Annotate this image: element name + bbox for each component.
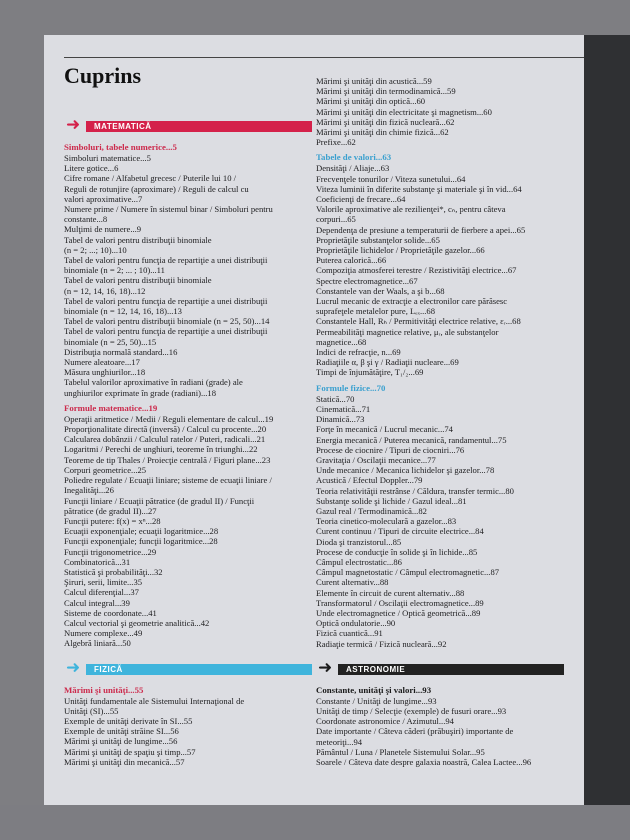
toc-entry: Funcţii exponenţiale; funcţii logaritmice...28 <box>64 536 218 547</box>
top-rule <box>64 57 584 58</box>
toc-entry: Permeabilităţi magnetice relative, μᵣ, ale substanţelor <box>316 326 499 337</box>
toc-entry: Sisteme de coordonate...41 <box>64 607 157 618</box>
toc-entry: Tabelul valorilor aproximative în radiani (grade) ale <box>64 377 243 388</box>
toc-entry: Radiaţie termică / Fizică nucleară...92 <box>316 638 447 649</box>
toc-entry: Dependenţa de presiune a temperaturii de fierbere a apei...65 <box>316 224 526 235</box>
toc-entry: binomiale (n = 12, 14, 16, 18)...13 <box>64 306 182 317</box>
toc-entry: Proprietăţile lichidelor / Proprietăţile gazelor...66 <box>316 245 485 256</box>
toc-entry: Statistică şi probabilităţi...32 <box>64 566 163 577</box>
section-heading: Mărimi şi unităţi...55 <box>64 684 144 695</box>
entry-list <box>316 163 564 377</box>
toc-entry: Compoziţia atmosferei terestre / Rezistivităţi electrice...67 <box>316 265 517 276</box>
toc-entry: Tabel de valori pentru distribuţii binomiale <box>64 234 212 245</box>
toc-entry: Proprietăţile substanţelor solide...65 <box>316 234 440 245</box>
toc-entry: Funcţii trigonometrice...29 <box>64 546 157 557</box>
toc-entry: Funcţii putere: f(x) = xⁿ...28 <box>64 515 161 526</box>
toc-entry: Exemple de unităţi derivate în SI...55 <box>64 715 193 726</box>
toc-entry: Unităţi (SI)...55 <box>64 705 119 716</box>
toc-entry: Măsura unghiurilor...18 <box>64 367 146 378</box>
toc-entry: Constante / Unităţi de lungime...93 <box>316 695 437 706</box>
toc-entry: meteoriţi...94 <box>316 736 363 747</box>
toc-entry: corpuri...65 <box>316 214 356 225</box>
toc-entry: Pământul / Luna / Planetele Sistemului Solar...95 <box>316 746 485 757</box>
entry-list <box>64 414 312 649</box>
toc-entry: (n = 12, 14, 16, 18)...12 <box>64 285 146 296</box>
entry-list <box>64 153 312 398</box>
toc-entry: Forţe în mecanică / Lucrul mecanic...74 <box>316 424 453 435</box>
toc-entry: Frecvenţele tonurilor / Viteza sunetului...64 <box>316 173 466 184</box>
toc-entry: binomiale (n = 25, 50)...15 <box>64 336 157 347</box>
toc-entry: Algebră liniară...50 <box>64 638 131 649</box>
toc-entry: Mărimi şi unităţi din acustică...59 <box>316 76 432 86</box>
toc-entry: Câmpul magnetostatic / Câmpul electromagnetic...87 <box>316 567 500 578</box>
toc-entry: Mărimi şi unităţi din mecanică...57 <box>64 756 185 767</box>
entry-list <box>64 696 312 767</box>
toc-entry: Ecuaţii exponenţiale; ecuaţii logaritmice...28 <box>64 526 219 537</box>
toc-entry: Date importante / Câteva căderi (prăbuşiri) importante de <box>316 726 514 737</box>
toc-entry: Teoreme de tip Thales / Proiecţie centrală / Figuri plane...23 <box>64 454 271 465</box>
toc-entry: Dioda şi tranzistorul...85 <box>316 536 402 547</box>
toc-entry: Câmpul electrostatic...86 <box>316 556 402 567</box>
physics-section-label: FIZICĂ <box>86 664 312 675</box>
toc-entry: Mărimi şi unităţi din fizică nucleară...62 <box>316 116 455 127</box>
toc-entry: Constantele Hall, Rₕ / Permitivităţi electrice relative, εᵣ...68 <box>316 316 521 327</box>
toc-entry: Şiruri, serii, limite...35 <box>64 577 143 588</box>
right-column <box>316 76 564 767</box>
physics-section-band <box>64 657 312 678</box>
toc-entry: Timpi de înjumătăţire, T₁/₂...69 <box>316 367 424 378</box>
toc-entry: Mărimi şi unităţi de spaţiu şi timp...57 <box>64 746 196 757</box>
toc-entry: Exemple de unităţi străine SI...56 <box>64 726 179 737</box>
toc-entry: Coeficienţi de frecare...64 <box>316 194 406 205</box>
toc-entry: Mărimi şi unităţi din optică...60 <box>316 96 426 107</box>
toc-entry: Reguli de rotunjire (aproximare) / Reguli de calcul cu <box>64 183 249 194</box>
toc-entry: Indici de refracţie, n...69 <box>316 347 401 358</box>
toc-entry: Litere gotice...6 <box>64 163 119 174</box>
toc-entry: Lucrul mecanic de extracţie a electronilor care părăsesc <box>316 296 508 307</box>
entry-list <box>316 394 564 649</box>
astronomy-section-label: ASTRONOMIE <box>338 664 564 675</box>
toc-entry: Mărimi şi unităţi de lungime...56 <box>64 736 178 747</box>
section-heading: Simboluri, tabele numerice...5 <box>64 142 177 152</box>
toc-entry: unghiurilor exprimate în grade (radiani)...18 <box>64 387 217 398</box>
toc-entry: Inegalităţi...26 <box>64 485 114 496</box>
book-page <box>44 35 584 805</box>
toc-entry: suprafeţele metalelor pure, Lₑₓ...68 <box>316 306 435 317</box>
entry-list <box>316 696 564 767</box>
toc-entry: Gazul real / Termodinamică...82 <box>316 505 427 516</box>
toc-entry: Mărimi şi unităţi din chimie fizică...62 <box>316 127 449 138</box>
toc-entry: Corpuri geometrice...25 <box>64 464 147 475</box>
arrow-right-icon: ➜ <box>66 657 81 678</box>
toc-entry: Distribuţia normală standard...16 <box>64 346 178 357</box>
toc-entry: Curent alternativ...88 <box>316 577 389 588</box>
toc-entry: Teoria relativităţii restrânse / Căldura, transfer termic...80 <box>316 485 514 496</box>
toc-entry: Curent continuu / Tipuri de circuite electrice...84 <box>316 526 484 537</box>
toc-entry: Tabel de valori pentru funcţia de repartiţie a unei distribuţii <box>64 326 268 337</box>
toc-entry: Transformatorul / Oscilaţii electromagnetice...89 <box>316 597 484 608</box>
toc-entry: Procese de ciocnire / Tipuri de ciocniri...76 <box>316 444 465 455</box>
background-edge <box>584 35 630 840</box>
toc-entry: Teoria cinetico-moleculară a gazelor...83 <box>316 516 457 527</box>
toc-entry: Optică ondulatorie...90 <box>316 618 396 629</box>
toc-entry: Valorile aproximative ale rezilienţei*, cₙ, pentru câteva <box>316 204 506 215</box>
toc-entry: Puterea calorică...66 <box>316 255 387 266</box>
toc-entry: Tabel de valori pentru funcţia de repartiţie a unei distribuţii <box>64 255 268 266</box>
toc-entry: Tabel de valori pentru funcţia de repartiţie a unei distribuţii <box>64 295 268 306</box>
toc-entry: valori aproximative...7 <box>64 193 143 204</box>
background-edge <box>0 805 630 840</box>
toc-entry: Unde electromagnetice / Optică geometrică...89 <box>316 607 481 618</box>
section-heading: Formule matematice...19 <box>64 402 158 413</box>
toc-entry: Substanţe solide şi lichide / Gazul ideal...81 <box>316 495 467 506</box>
toc-entry: Numere complexe...49 <box>64 628 143 639</box>
toc-entry: Logaritmi / Perechi de unghiuri, teoreme în triunghi...22 <box>64 444 258 455</box>
toc-entry: Combinatorică...31 <box>64 556 131 567</box>
toc-entry: Funcţii liniare / Ecuaţii pătratice (de gradul II) / Funcţii <box>64 495 255 506</box>
toc-entry: Calcul integral...39 <box>64 597 130 608</box>
astronomy-section-band <box>316 657 564 678</box>
toc-entry: Numere prime / Numere în sistemul binar / Simboluri pentru <box>64 204 273 215</box>
toc-entry: Acustică / Efectul Doppler...79 <box>316 475 423 486</box>
toc-entry: Proporţionalitate directă (inversă) / Calcul cu procente...20 <box>64 424 267 435</box>
toc-entry: Cinematică...71 <box>316 403 371 414</box>
toc-entry: Mărimi şi unităţi din electricitate şi magnetism...60 <box>316 106 492 117</box>
toc-entry: Tabel de valori pentru distribuţii binomiale <box>64 275 212 286</box>
toc-entry: Poliedre regulate / Ecuaţii liniare; sisteme de ecuaţii liniare / <box>64 475 272 486</box>
toc-entry: Dinamică...73 <box>316 414 365 425</box>
arrow-right-icon: ➜ <box>318 657 333 678</box>
toc-entry: Fizică cuantică...91 <box>316 628 383 639</box>
toc-entry: Prefixe...62 <box>316 137 356 148</box>
toc-entry: Statică...70 <box>316 393 355 404</box>
toc-entry: Coordonate astronomice / Azimutul...94 <box>316 716 454 727</box>
toc-entry: Unităţi de timp / Selecţie (exemple) de fusuri orare...93 <box>316 705 507 716</box>
toc-entry: Tabel de valori pentru distribuţii binomiale (n = 25, 50)...14 <box>64 316 270 327</box>
section-heading: Constante, unităţi şi valori...93 <box>316 684 432 695</box>
left-column <box>64 114 312 767</box>
toc-entry: Constantele van der Waals, a şi b...68 <box>316 285 445 296</box>
toc-entry: binomiale (n = 2; ... ; 10)...11 <box>64 265 165 276</box>
toc-entry: Numere aleatoare...17 <box>64 357 140 368</box>
toc-entry: pătratice (de gradul II)...27 <box>64 505 157 516</box>
toc-entry: Simboluri matematice...5 <box>64 153 151 163</box>
toc-entry: constante...8 <box>64 214 108 225</box>
toc-entry: Mulţimi de numere...9 <box>64 224 142 235</box>
toc-entry: Soarele / Câteva date despre galaxia noastră, Calea Lactee...96 <box>316 756 532 767</box>
toc-entry: Gravitaţia / Oscilaţii mecanice...77 <box>316 454 436 465</box>
toc-entry: Mărimi şi unităţi din termodinamică...59 <box>316 86 456 97</box>
math-section-label: MATEMATICĂ <box>86 121 312 132</box>
toc-entry: Calcul diferenţial...37 <box>64 587 139 598</box>
toc-entry: Calcul vectorial şi geometrie analitică...42 <box>64 617 210 628</box>
arrow-right-icon: ➜ <box>66 115 81 135</box>
toc-entry: Calcularea dobânzii / Calculul ratelor / Puteri, radicali...21 <box>64 434 266 445</box>
toc-entry: Cifre romane / Alfabetul grecesc / Puterile lui 10 / <box>64 173 237 184</box>
toc-entry: Elemente în circuit de curent alternativ...88 <box>316 587 465 598</box>
toc-entry: magnetice...68 <box>316 336 367 347</box>
page-title: Cuprins <box>64 63 142 88</box>
toc-entry: Viteza luminii în diferite substanţe şi materiale şi în vid...64 <box>316 183 522 194</box>
toc-entry: Radiaţiile α, β şi γ / Radiaţii nucleare...69 <box>316 357 459 368</box>
toc-entry: Energia mecanică / Puterea mecanică, randamentul...75 <box>316 434 507 445</box>
toc-entry: (n = 2; ...; 10)...10 <box>64 244 127 255</box>
section-heading: Tabele de valori...63 <box>316 152 392 163</box>
section-heading: Formule fizice...70 <box>316 382 386 393</box>
toc-entry: Spectre electromagnetice...67 <box>316 275 418 286</box>
entry-list <box>316 76 564 147</box>
toc-entry: Densităţi / Aliaje...63 <box>316 163 390 174</box>
toc-entry: Procese de conducţie în solide şi în lichide...85 <box>316 546 478 557</box>
toc-entry: Unităţi fundamentale ale Sistemului Internaţional de <box>64 695 245 706</box>
toc-entry: Unde mecanice / Mecanica lichidelor şi gazelor...78 <box>316 465 495 476</box>
math-section-band <box>64 115 312 135</box>
toc-entry: Operaţii aritmetice / Medii / Reguli elementare de calcul...19 <box>64 413 274 424</box>
